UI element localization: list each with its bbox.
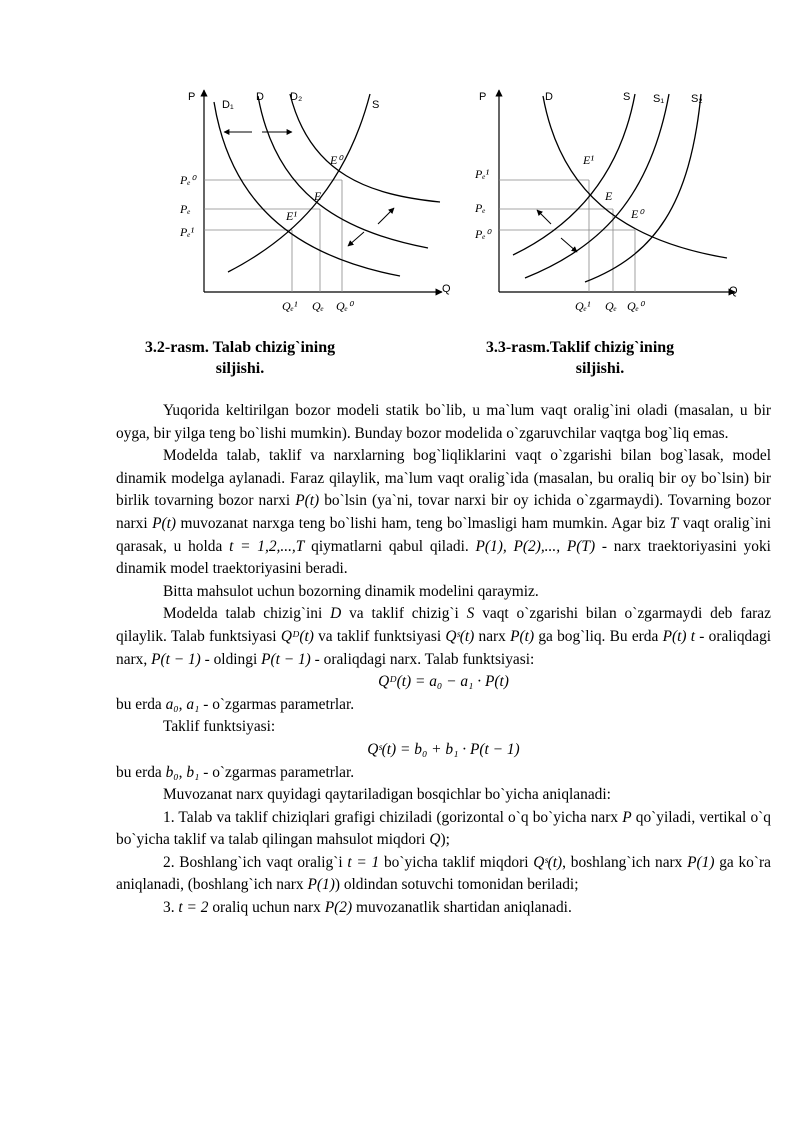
paragraph: Modelda talab, taklif va narxlarning bog`liqliklarini vaqt o`zgarishi bilan bog`lasak, model dinamik modelga aylanadi. Faraz qilaylik, ma`lum vaqt oralig`ida (masalan, bu oraliq bir oy bo`lsin) bir birlik tovarning bozor narxi P(t) bo`lsin (ya`ni, tovar narxi bir oy ichida o`zgarmaydi). Tovarning bozor narxi P(t) muvozanat narxga teng bo`lishi ham, teng bo`lmasligi ham mumkin. Agar biz T vaqt oralig`ini qarasak, u holda t = 1,2,...,T qiymatlarni qabul qiladi. P(1), P(2),..., P(T) - narx traektoriyasini yoki dinamik model traektoriyasini beradi. — [116, 447, 772, 578]
caption-line-1: 3.3-rasm.Taklif chizig`ining — [485, 339, 675, 356]
axis-y-label: P — [479, 91, 487, 103]
arrow-down-left — [348, 232, 364, 246]
price-label-pe: Pₑ — [180, 202, 191, 216]
price-label-pe0: Pₑ⁰ — [180, 173, 196, 187]
paragraph: Bitta mahsulot uchun bozorning dinamik modelini qaraymiz. — [163, 582, 539, 600]
figure-supply-shift — [465, 80, 755, 325]
axis-x-label: Q — [442, 283, 451, 295]
curve-label-d1: D₁ — [222, 99, 234, 111]
qty-label-qe: Qₑ — [605, 299, 617, 313]
eq-label-e0: E⁰ — [330, 153, 343, 167]
figure-caption-3-3 — [435, 337, 725, 379]
curve-label-d: D — [256, 91, 264, 103]
arrow-up-right — [378, 208, 394, 224]
caption-line-2: siljishi. — [215, 360, 265, 377]
paragraph: 2. Boshlang`ich vaqt oralig`i t = 1 bo`yicha taklif miqdori Qˢ(t), boshlang`ich narx P(1) ga ko`ra aniqlanadi, (boshlang`ich narx P(1)) oldindan sotuvchi tomonidan beriladi; — [116, 853, 771, 894]
price-label-pe0: Pₑ⁰ — [475, 227, 491, 241]
equation-supply: Qˢ(t) = b₀ + b₁ · P(t − 1) — [367, 740, 520, 758]
price-label-pe1: Pₑ¹ — [475, 167, 490, 181]
axes — [499, 90, 735, 292]
axis-y-label: P — [188, 91, 196, 103]
guide-lines — [499, 180, 635, 292]
curve-label-s: S — [372, 99, 380, 111]
eq-label-e1: E¹ — [583, 153, 594, 167]
curve-label-d2: D₂ — [290, 91, 303, 103]
qty-label-qe1: Qₑ¹ — [575, 299, 591, 313]
price-label-pe: Pₑ — [475, 201, 486, 215]
eq-label-e: E — [314, 189, 322, 203]
paragraph: Taklif funktsiyasi: — [163, 718, 276, 736]
qty-label-qe: Qₑ — [312, 299, 324, 313]
eq-label-e: E — [605, 189, 613, 203]
paragraph: Modelda talab chizig`ini D va taklif chizig`i S vaqt o`zgarishi bilan o`zgarmaydi deb faraz qilaylik. Talab funktsiyasi Qᴰ(t) va taklif funktsiyasi Qˢ(t) narx P(t) ga bog`liq. Bu erda P(t) t - oraliqdagi narx, P(t − 1) - oldingi P(t − 1) - oraliqdagi narx. Talab funktsiyasi: — [116, 605, 772, 668]
paragraph: Yuqorida keltirilgan bozor modeli statik bo`lib, u ma`lum vaqt oralig`ini oladi (masalan, u bir oyga, bir yilga teng bo`lishi mumkin). Bunday bozor modelida o`zgaruvchilar vaqtga bog`liq emas. — [116, 402, 771, 442]
curve-label-d: D — [545, 91, 553, 103]
curve-label-s2: S₂ — [691, 93, 703, 105]
eq-label-e0: E⁰ — [631, 207, 644, 221]
paragraph: bu erda b₀, b₁ - o`zgarmas parametrlar. — [116, 763, 355, 781]
caption-line-1: 3.2-rasm. Talab chizig`ining — [144, 339, 336, 356]
eq-label-e1: E¹ — [286, 209, 297, 223]
curve-label-s1: S₁ — [653, 93, 665, 105]
equation-demand: Qᴰ(t) = a₀ − a₁ · P(t) — [378, 673, 509, 691]
paragraph: 1. Talab va taklif chiziqlari grafigi chiziladi (gorizontal o`q bo`yicha narx P qo`yiladi, vertikal o`q bo`yicha taklif va talab qilingan mahsulot miqdori Q); — [116, 808, 771, 849]
arrow-up-left — [537, 210, 551, 224]
body-text — [116, 400, 771, 920]
arrow-down-right — [561, 238, 577, 252]
demand-curve-d1 — [214, 102, 400, 276]
figure-demand-shift — [170, 80, 460, 325]
qty-label-qe0: Qₑ⁰ — [336, 299, 353, 313]
axis-x-label: Q — [729, 285, 738, 297]
paragraph: Muvozanat narx quyidagi qaytariladigan bosqichlar bo`yicha aniqlanadi: — [163, 786, 611, 804]
qty-label-qe0: Qₑ⁰ — [627, 299, 644, 313]
figure-caption-3-2 — [110, 337, 370, 379]
qty-label-qe1: Qₑ¹ — [282, 299, 298, 313]
paragraph: bu erda a₀, a₁ - o`zgarmas parametrlar. — [116, 695, 355, 713]
price-label-pe1: Pₑ¹ — [180, 225, 195, 239]
paragraph: 3. t = 2 oraliq uchun narx P(2) muvozanatlik shartidan aniqlanadi. — [163, 899, 572, 917]
demand-curve-d — [258, 96, 428, 248]
curve-label-s: S — [623, 91, 631, 103]
axes — [204, 90, 442, 292]
caption-line-2: siljishi. — [575, 360, 625, 377]
supply-curve-s2 — [585, 94, 701, 282]
